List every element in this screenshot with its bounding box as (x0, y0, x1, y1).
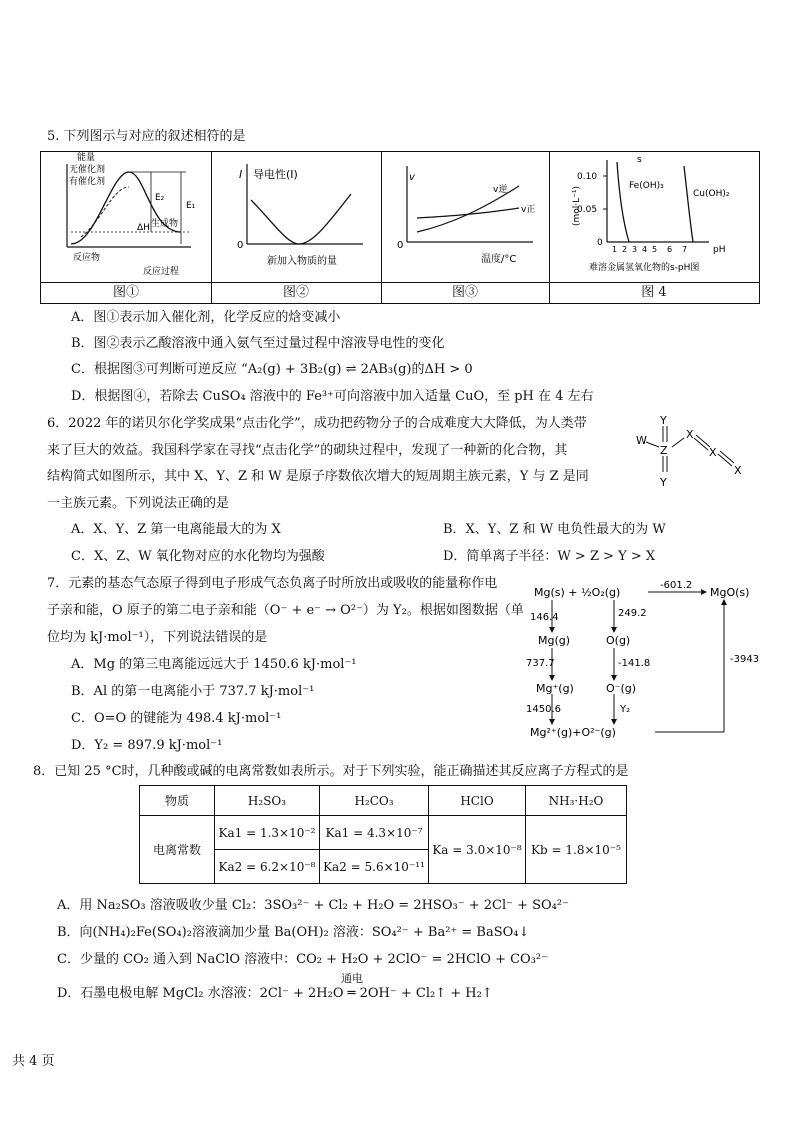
q6-option-d: D．简单离子半径：W > Z > Y > X (443, 549, 656, 564)
fig4-caption: 图 4 (549, 282, 759, 303)
table-cell: Ka2 = 6.2×10⁻⁸ (215, 850, 320, 884)
q6-option-b: B．X、Y、Z 和 W 电负性最大的为 W (443, 522, 666, 537)
fig4-xtick: 6 (667, 245, 673, 254)
fig4-xlabel: pH (713, 245, 726, 255)
cycle-y2: Y₂ (620, 704, 631, 715)
q5-option-a: A．图①表示加入催化剂，化学反应的焓变减小 (71, 310, 341, 325)
electrolysis-condition-label: 通电 (341, 972, 363, 985)
struct-x2: X (709, 446, 717, 459)
q8-option-d: D．石墨电极电解 MgCl₂ 水溶液：2Cl⁻ + 2H₂O ═ 2OH⁻ + Cl₂↑ + H₂↑ (57, 986, 493, 1001)
q7-option-a: A．Mg 的第三电离能远远大于 1450.6 kJ·mol⁻¹ (71, 657, 357, 672)
table-cell: Kb = 1.8×10⁻⁵ (526, 816, 627, 884)
q7-born-haber-cycle (526, 576, 770, 746)
figure-1 (41, 152, 212, 282)
cycle-top-arrow-value: -601.2 (660, 580, 693, 591)
table-cell: Ka1 = 4.3×10⁻⁷ (320, 816, 429, 850)
fig3-xlabel: 温度/°C (481, 254, 517, 265)
cycle-top-left: Mg(s) + ½O₂(g) (534, 586, 621, 599)
q8-option-a: A．用 Na₂SO₃ 溶液吸收少量 Cl₂：3SO₃²⁻ + Cl₂ + H₂O = 2HSO₃⁻ + 2Cl⁻ + SO₄²⁻ (57, 898, 569, 913)
fig1-catalyzed-label: 有催化剂 (69, 177, 106, 187)
fig1-xlabel: 反应过程 (143, 267, 180, 277)
fig1-energy-label: 能量 (77, 153, 96, 163)
fig1-uncatalyzed-label: 无催化剂 (69, 165, 106, 175)
struct-y-bottom: Y (660, 476, 667, 489)
cycle-mg-plus: Mg⁺(g) (536, 682, 574, 695)
fig4-xtick: 1 (612, 245, 618, 254)
fig1-dh-label: ΔH (137, 223, 150, 233)
figure-2 (211, 152, 382, 282)
fig2-xlabel: 新加入物质的量 (267, 256, 337, 267)
fig3-v-reverse: v正 (521, 205, 536, 215)
fig2-y-axis: I (239, 168, 243, 181)
table-cell: Ka1 = 1.3×10⁻² (215, 816, 320, 850)
q7-option-d: D．Y₂ = 897.9 kJ·mol⁻¹ (71, 738, 223, 753)
fig1-caption: 图① (41, 282, 212, 303)
fig4-cuoh2-label: Cu(OH)₂ (693, 189, 730, 199)
ionization-constant-table (139, 785, 627, 884)
q8-stem: 8．已知 25 °C时，几种酸或碱的电离常数如表所示。对于下列实验，能正确描述其反应离子方程式的是 (33, 764, 629, 779)
q8-option-c: C．少量的 CO₂ 通入到 NaClO 溶液中：CO₂ + H₂O + 2ClO⁻ = 2HClO + CO₃²⁻ (57, 952, 548, 967)
q7-option-c: C．O=O 的键能为 498.4 kJ·mol⁻¹ (71, 711, 282, 726)
fig4-xtick: 3 (632, 245, 638, 254)
fig4-note: 难溶金属氢氧化物的s-pH图 (589, 263, 700, 273)
q6-option-a: A．X、Y、Z 第一电离能最大的为 X (71, 522, 281, 537)
figure-3 (381, 152, 550, 282)
table-cell: Ka2 = 5.6×10⁻¹¹ (320, 850, 429, 884)
struct-y-top: Y (660, 414, 667, 427)
question-5-stem: 5. 下列图示与对应的叙述相符的是 (47, 129, 246, 144)
fig2-origin: 0 (237, 240, 244, 251)
fig4-ytick-005: 0.05 (577, 205, 598, 215)
q6-line-3: 结构简式如图所示，其中 X、Y、Z 和 W 是原子序数依次增大的短周期主族元素，Y 与 Z 是同 (47, 469, 589, 484)
q6-line-2: 来了巨大的效益。我国科学家在寻找“点击化学”的砌块过程中，发现了一种新的化合物，其 (47, 443, 568, 458)
struct-w: W (636, 434, 647, 447)
table-header-substance: 物质 (140, 786, 215, 816)
fig3-v-forward: v逆 (493, 185, 508, 195)
fig4-feoh3-label: Fe(OH)₃ (629, 181, 664, 191)
table-header-h2so3: H₂SO₃ (215, 786, 320, 816)
fig2-ylabel: 导电性(I) (253, 168, 298, 181)
cycle-v4: -141.8 (618, 658, 651, 669)
fig3-caption: 图③ (381, 282, 550, 303)
q6-line-4: 一主族元素。下列说法正确的是 (47, 496, 230, 511)
cycle-bottom: Mg²⁺(g)+O²⁻(g) (530, 726, 616, 739)
cycle-o-minus: O⁻(g) (606, 682, 637, 695)
table-header-h2co3: H₂CO₃ (320, 786, 429, 816)
struct-x3: X (734, 464, 742, 477)
struct-x1: X (686, 428, 694, 441)
fig4-s-label: s (637, 155, 642, 165)
q5-option-b: B．图②表示乙酸溶液中通入氨气至过量过程中溶液导电性的变化 (71, 336, 445, 351)
q6-line-1: 6．2022 年的诺贝尔化学奖成果“点击化学”，成功把药物分子的合成难度大大降低，为人类带 (47, 416, 587, 431)
fig4-xtick: 2 (622, 245, 628, 254)
fig4-xtick: 5 (652, 245, 658, 254)
fig1-product-label: 生成物 (151, 219, 179, 229)
cycle-v5: 1450.6 (526, 704, 561, 715)
q7-option-b: B．Al 的第一电离能小于 737.7 kJ·mol⁻¹ (71, 684, 315, 699)
fig4-xtick: 4 (642, 245, 648, 254)
table-row-label: 电离常数 (140, 816, 215, 884)
figure-table (40, 151, 760, 304)
cycle-top-right: MgO(s) (710, 586, 750, 599)
cycle-right-value: -3943 (730, 654, 760, 665)
fig4-ytick-010: 0.10 (577, 172, 598, 182)
page-footer: 共 4 页 (12, 1054, 55, 1069)
fig4-xtick: 7 (682, 245, 688, 254)
q7-line-1: 7．元素的基态气态原子得到电子形成气态负离子时所放出或吸收的能量称作电 (47, 576, 498, 591)
q5-option-c: C．根据图③可判断可逆反应 “A₂(g) + 3B₂(g) ⇌ 2AB₃(g)的ΔH > 0 (71, 362, 473, 377)
cycle-v1: 146.4 (530, 612, 559, 623)
cycle-mg-g: Mg(g) (538, 634, 571, 647)
fig1-e1-label: E₁ (186, 201, 196, 211)
cycle-v3: 737.7 (526, 658, 555, 669)
figure-4 (549, 152, 759, 282)
q5-option-d: D．根据图④，若除去 CuSO₄ 溶液中的 Fe³⁺可向溶液中加入适量 CuO，至 pH 在 4 左右 (71, 389, 594, 404)
fig3-origin: 0 (397, 240, 404, 251)
table-cell: Ka = 3.0×10⁻⁸ (429, 816, 526, 884)
fig4-origin: 0 (597, 238, 603, 248)
q8-option-b: B．向(NH₄)₂Fe(SO₄)₂溶液滴加少量 Ba(OH)₂ 溶液：SO₄²⁻ + Ba²⁺ = BaSO₄↓ (57, 925, 530, 940)
q7-line-3: 位均为 kJ·mol⁻¹），下列说法错误的是 (47, 630, 268, 645)
fig1-e2-label: E₂ (155, 193, 165, 203)
fig4-ylabel: (mol·L⁻¹) (572, 185, 582, 226)
fig1-reactant-label: 反应物 (73, 253, 101, 263)
table-header-hclo: HClO (429, 786, 526, 816)
struct-z: Z (660, 444, 668, 457)
q6-structure (634, 412, 754, 492)
q6-option-c: C．X、Z、W 氧化物对应的水化物均为强酸 (71, 549, 325, 564)
q7-line-2: 子亲和能，O 原子的第二电子亲和能（O⁻ + e⁻ → O²⁻）为 Y₂。根据如图数据（单 (47, 603, 524, 618)
fig2-caption: 图② (211, 282, 382, 303)
fig3-ylabel: v (409, 172, 415, 183)
cycle-o-g: O(g) (606, 634, 631, 647)
cycle-v2: 249.2 (618, 608, 647, 619)
table-header-nh3h2o: NH₃·H₂O (526, 786, 627, 816)
